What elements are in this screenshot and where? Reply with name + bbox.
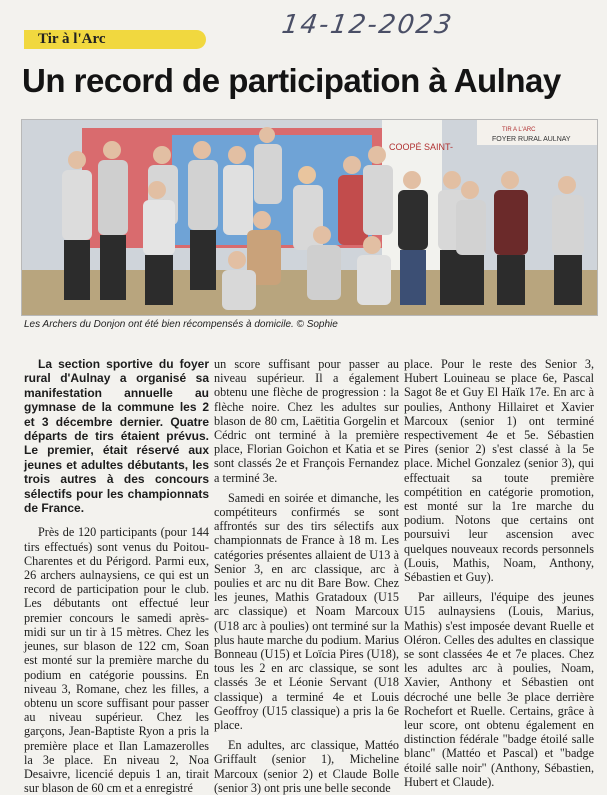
- banner-small: TIR A L'ARC: [502, 127, 536, 133]
- article-paragraph: En adultes, arc classique, Mattéo Griffault (senior 1), Micheline Marcoux (senior 2) et Claude Bolle (senior 3) ont pris une belle seconde: [214, 738, 399, 795]
- article-paragraph: Samedi en soirée et dimanche, les compétiteurs confirmés se sont affrontés sur des tirs sélectifs aux championnats de France à 18 m. Les catégories présentes allaient de U13 à Senior 3, en arc classique, arc à poulies et arc nu dit Bare Bow. Chez les jeunes, Mathis Gratadoux (U15 arc classique) et Noam Marcoux (U18 arc à poulies) ont terminé sur la plus haute marche du podium. Marius Bonneau (U15) et Loïcia Pires (U18), tous les 2 en arc classique, se sont classés 3e et Léonie Servant (U18 classique) a terminé 4e et Louis Geoffroy (U15 classique) a pris la 6e place.: [214, 490, 399, 733]
- article-column-1: [24, 357, 209, 795]
- group-photo: [21, 119, 598, 316]
- photo-caption: Les Archers du Donjon ont été bien récompensés à domicile. © Sophie: [24, 319, 338, 330]
- banner-text-2: FOYER RURAL AULNAY: [492, 136, 571, 143]
- article-column-3: [404, 357, 594, 789]
- headline: Un record de participation à Aulnay: [22, 62, 561, 99]
- article-paragraph: un score suffisant pour passer au niveau supérieur. Il a également obtenu une flèche de progression : la flèche noire. Chez les adultes sur blason de 80 cm, Laëtitia Gorgelin et Cédric ont terminé à la première place, Florian Goichon et Katia et se sont classés 2e et François Fernandez a terminé 3e.: [214, 357, 399, 485]
- article-paragraph: place. Pour le reste des Senior 3, Hubert Louineau se place 6e, Pascal Sagot 8e et Guy El Haïk 17e. En arc à poulies, Anthony Hillairet et Xavier Marcoux (senior 1) ont terminé respectivement 4e et 5e. Sébastien Pires (senior 2) s'est classé à la 5e place. Michel Gonzalez (senior 3), qui effectuait sa toute première compétition en catégorie promotion, est monté sur la 1re marche du podium. Notons que certains ont poursuivi leur ascension avec quelques nouveaux records personnels (Louis, Mathis, Noam, Anthony, Sébastien et Guy).: [404, 357, 594, 585]
- article-paragraph: Par ailleurs, l'équipe des jeunes U15 aulnaysiens (Louis, Marius, Mathis) s'est imposée devant Ruelle et Oléron. Celles des adultes en classique se sont classées 4e et 7e places. Chez les adultes arc à poulies, Noam, Xavier, Anthony et Sébastien ont décroché une belle 3e place derrière Rochefort et Ruelle. Certains, grâce à leur score, ont obtenu également en distinction fédérale "badge étoilé salle blanc" (Mattéo et Pascal) et "badge étoilé salle noir" (Anthony, Sébastien, Hubert et Claude).: [404, 590, 594, 789]
- article-paragraph: Près de 120 participants (pour 144 tirs effectués) sont venus du Poitou-Charentes et du Périgord. Parmi eux, 26 archers aulnaysiens, ce qui est un record de participation pour le club. Les débutants ont effectué leur premier concours le samedi après-midi sur un tir à 15 mètres. Chez les jeunes, sur blason de 122 cm, Soan est monté sur la première marche du podium en catégorie poussins. En niveau 3, Romane, chez les filles, a obtenu un score suffisant pour passer au niveau supérieur. Chez les garçons, Jean-Baptiste Ryon a pris la première place et Ilan Lamazerolles la 3e place. En niveau 2, Noa Desaivre, licencié depuis 1 an, tirait sur blason de 60 cm et a enregistré: [24, 525, 209, 795]
- banner-text-1: COOPÉ SAINT-: [389, 142, 454, 152]
- section-tag: Tir à l'Arc: [24, 30, 206, 49]
- article-lead: La section sportive du foyer rural d'Aulnay a organisé sa manifestation annuelle au gymnase de la commune les 2 et 3 décembre dernier. Quatre départs de tirs étaient prévus. Le premier, était réservé aux jeunes et adultes débutants, les trois autres à des concours sélectifs pour les championnats de France.: [24, 357, 209, 516]
- article-column-2: [214, 357, 399, 795]
- handwritten-date: 14-12-2023: [279, 10, 456, 40]
